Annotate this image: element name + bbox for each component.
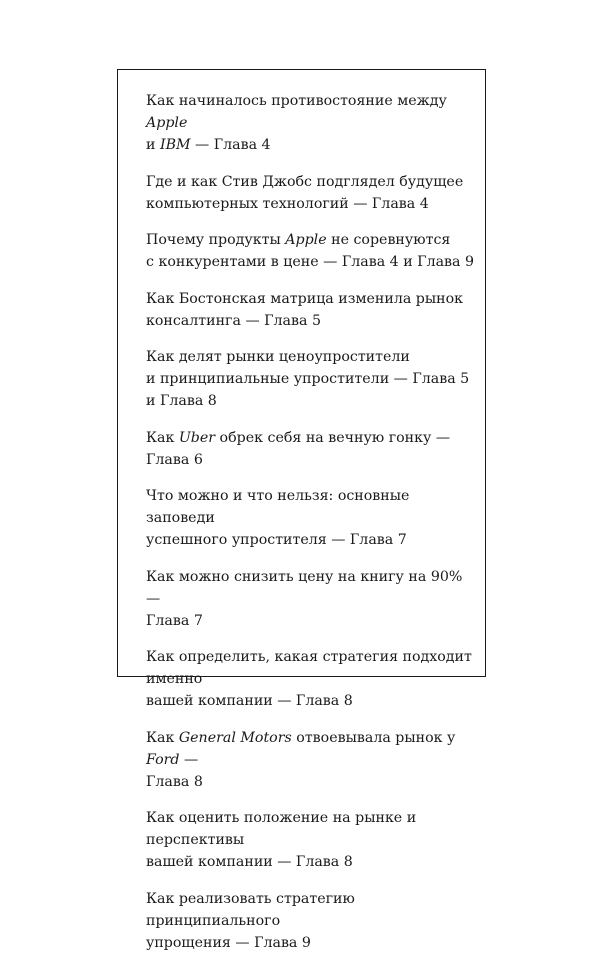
text-run: отвоевывала рынок у (291, 729, 456, 746)
contents-entry (146, 566, 476, 632)
text-run: Как оценить положение на рынке и перспективы вашей компании — Глава 8 (146, 810, 417, 870)
text-run: Как (146, 429, 179, 446)
text-run: Что можно и что нельзя: основные заповеди успешного упростителя — Глава 7 (146, 488, 410, 548)
italic-text-run: Apple (285, 232, 327, 248)
text-run: Как начиналось противостояние между (146, 93, 447, 109)
text-run: Как определить, какая стратегия подходит именно вашей компании — Глава 8 (146, 649, 472, 709)
text-run: Как (146, 729, 179, 746)
text-run: Как реализовать стратегию принципиального упрощения — Глава 9 (146, 890, 355, 951)
text-run: Как Бостонская матрица изменила рынок консалтинга — Глава 5 (146, 290, 464, 329)
contents-entry (146, 807, 476, 873)
text-run: не соревнуются с конкурентами в цене — Глава 4 и Глава 9 (146, 232, 475, 270)
italic-text-run: Uber (178, 429, 216, 446)
contents-entry (146, 646, 476, 712)
contents-entry (146, 90, 476, 156)
text-run: Где и как Стив Джобс подглядел будущее компьютерных технологий — Глава 4 (146, 173, 464, 212)
contents-entry (146, 727, 476, 793)
italic-text-run: Ford (146, 751, 180, 768)
contents-entry (146, 171, 476, 215)
contents-entry (146, 485, 476, 551)
text-run: Как делят рынки ценоупростители и принципиальные упростители — Глава 5 и Глава 8 (146, 349, 470, 409)
contents-entry (146, 427, 476, 471)
text-run: — Глава 4 (190, 137, 271, 153)
contents-entry (146, 346, 476, 412)
italic-text-run: General Motors (178, 729, 292, 746)
italic-text-run: Apple (146, 115, 188, 131)
text-run: Почему продукты (146, 232, 286, 248)
contents-entry (146, 888, 476, 954)
contents-list (146, 90, 476, 968)
text-run: и (146, 137, 160, 153)
contents-entry (146, 288, 476, 332)
text-run: — Глава 8 (146, 751, 203, 790)
text-run: обрек себя на вечную гонку — Глава 6 (146, 429, 451, 468)
text-run: Как можно снизить цену на книгу на 90% — Глава 7 (146, 568, 463, 629)
contents-entry (146, 229, 476, 273)
italic-text-run: IBM (159, 137, 191, 153)
